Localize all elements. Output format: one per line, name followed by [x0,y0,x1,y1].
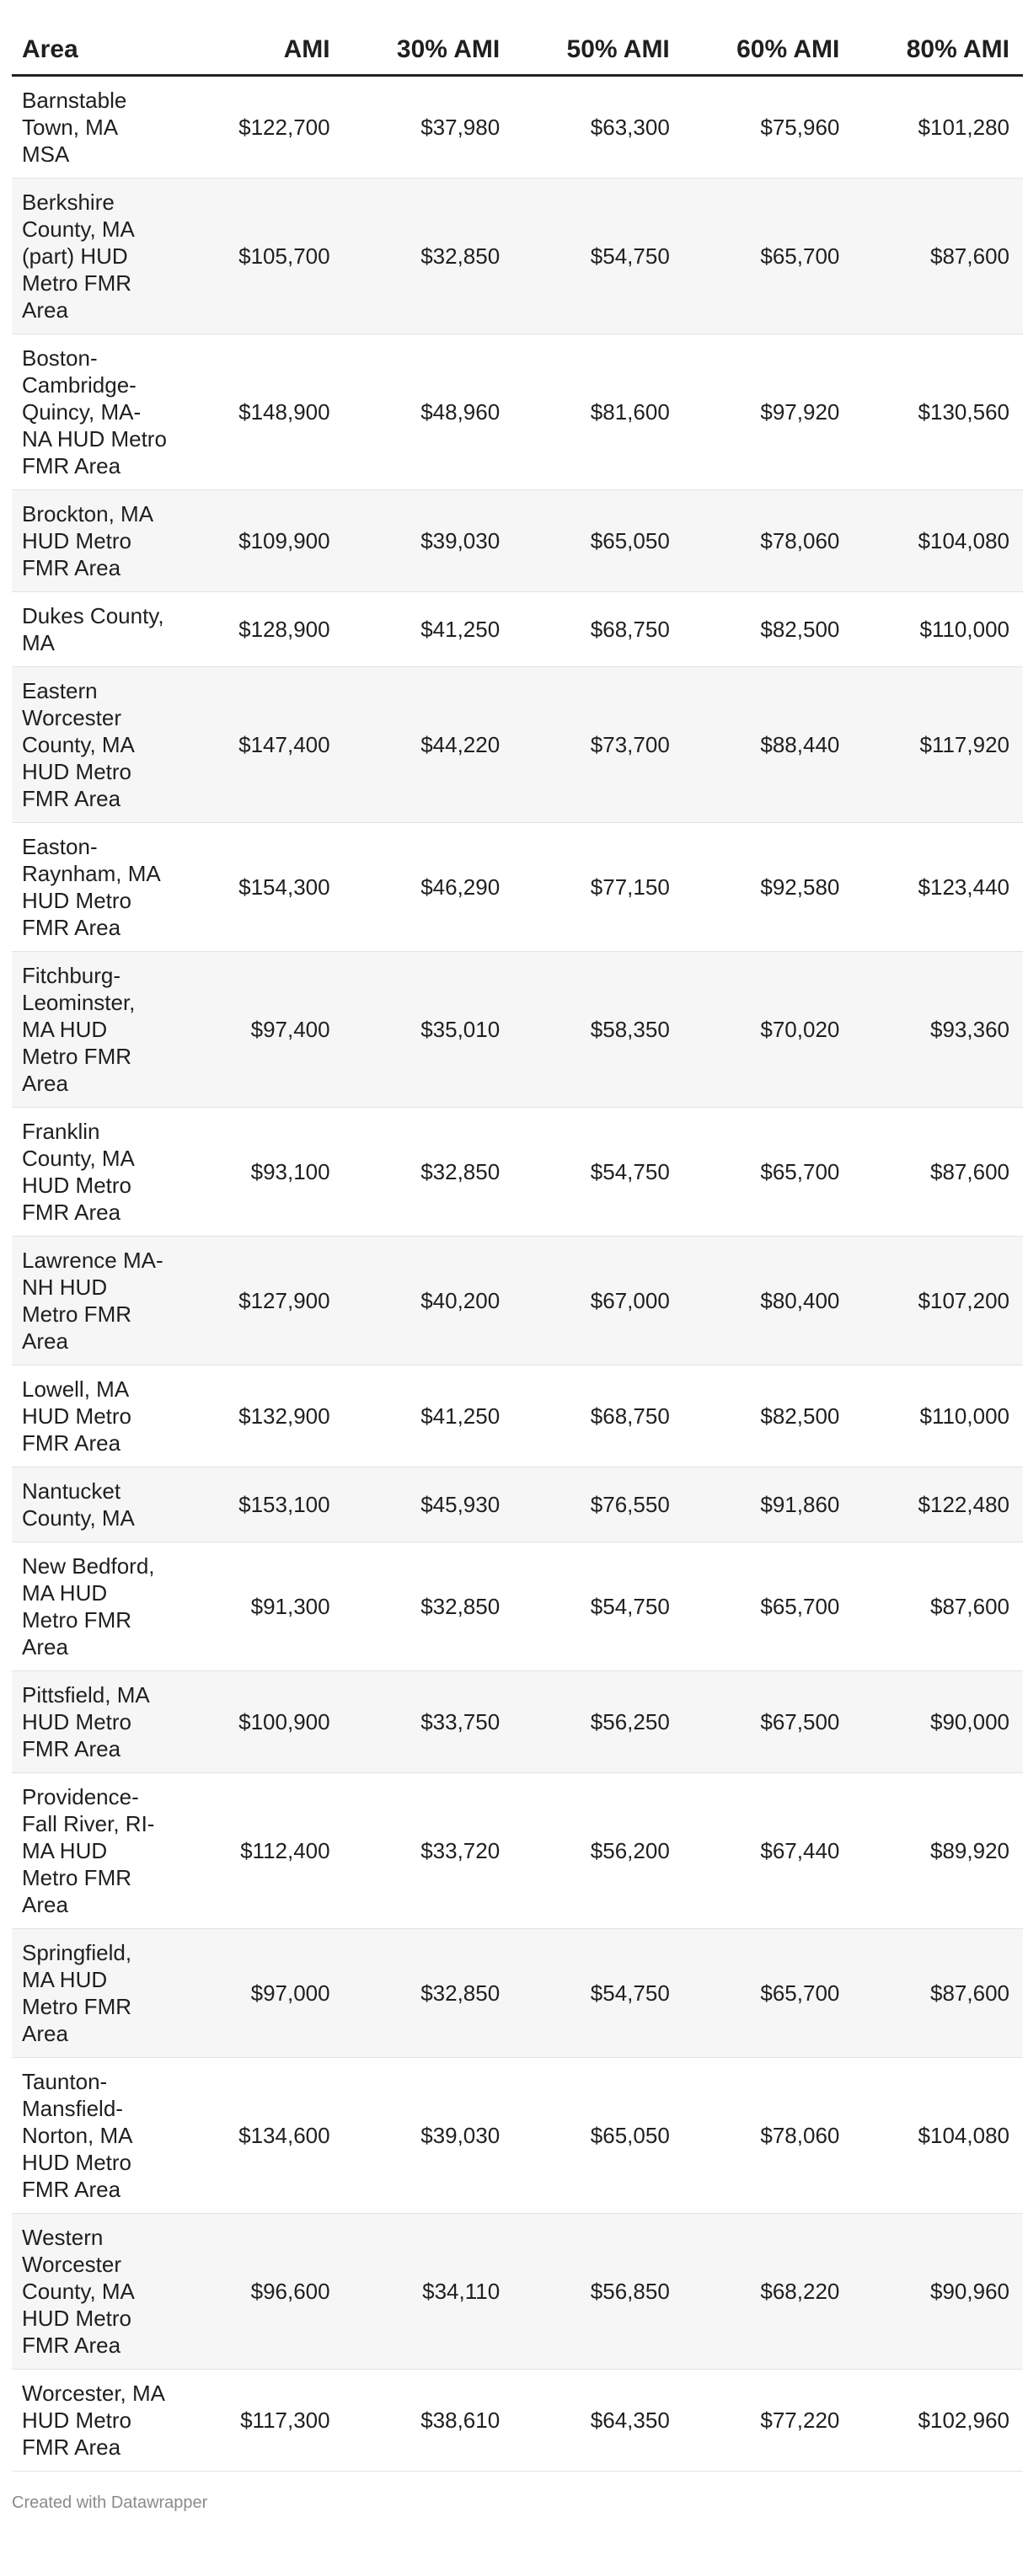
value-cell: $132,900 [174,1365,344,1467]
value-cell: $39,030 [344,2058,514,2214]
value-cell: $78,060 [683,2058,854,2214]
value-cell: $110,000 [853,1365,1023,1467]
value-cell: $48,960 [344,334,514,490]
area-cell: Nantucket County, MA [12,1467,174,1542]
area-cell: Lawrence MA-NH HUD Metro FMR Area [12,1237,174,1365]
value-cell: $37,980 [344,76,514,179]
value-cell: $97,920 [683,334,854,490]
value-cell: $117,300 [174,2370,344,2472]
value-cell: $58,350 [513,952,683,1108]
value-cell: $96,600 [174,2214,344,2370]
value-cell: $41,250 [344,592,514,667]
value-cell: $102,960 [853,2370,1023,2472]
value-cell: $39,030 [344,490,514,592]
value-cell: $78,060 [683,490,854,592]
value-cell: $87,600 [853,1929,1023,2058]
area-cell: Brockton, MA HUD Metro FMR Area [12,490,174,592]
value-cell: $32,850 [344,1108,514,1237]
value-cell: $89,920 [853,1773,1023,1929]
column-header-area: Area [12,22,174,76]
value-cell: $54,750 [513,179,683,334]
value-cell: $67,440 [683,1773,854,1929]
table-row [12,2058,1023,2214]
table-row [12,1467,1023,1542]
value-cell: $56,850 [513,2214,683,2370]
table-row [12,490,1023,592]
column-header-50-ami: 50% AMI [513,22,683,76]
value-cell: $92,580 [683,823,854,952]
area-cell: New Bedford, MA HUD Metro FMR Area [12,1542,174,1671]
value-cell: $64,350 [513,2370,683,2472]
value-cell: $127,900 [174,1237,344,1365]
area-cell: Dukes County, MA [12,592,174,667]
area-cell: Springfield, MA HUD Metro FMR Area [12,1929,174,2058]
value-cell: $54,750 [513,1929,683,2058]
value-cell: $153,100 [174,1467,344,1542]
area-cell: Worcester, MA HUD Metro FMR Area [12,2370,174,2472]
table-row [12,667,1023,823]
table-row [12,334,1023,490]
value-cell: $82,500 [683,1365,854,1467]
table-row [12,1671,1023,1773]
ami-table [12,22,1023,2472]
value-cell: $87,600 [853,1542,1023,1671]
area-cell: Easton-Raynham, MA HUD Metro FMR Area [12,823,174,952]
value-cell: $65,700 [683,1929,854,2058]
value-cell: $68,220 [683,2214,854,2370]
table-row [12,1108,1023,1237]
value-cell: $91,300 [174,1542,344,1671]
value-cell: $104,080 [853,2058,1023,2214]
value-cell: $32,850 [344,1542,514,1671]
table-row [12,1542,1023,1671]
area-cell: Eastern Worcester County, MA HUD Metro FMR Area [12,667,174,823]
value-cell: $104,080 [853,490,1023,592]
value-cell: $147,400 [174,667,344,823]
value-cell: $76,550 [513,1467,683,1542]
value-cell: $46,290 [344,823,514,952]
value-cell: $56,250 [513,1671,683,1773]
area-cell: Pittsfield, MA HUD Metro FMR Area [12,1671,174,1773]
value-cell: $70,020 [683,952,854,1108]
value-cell: $80,400 [683,1237,854,1365]
value-cell: $68,750 [513,1365,683,1467]
value-cell: $117,920 [853,667,1023,823]
value-cell: $67,000 [513,1237,683,1365]
table-header [12,22,1023,76]
area-cell: Taunton-Mansfield-Norton, MA HUD Metro FMR Area [12,2058,174,2214]
value-cell: $54,750 [513,1108,683,1237]
value-cell: $148,900 [174,334,344,490]
table-row [12,1365,1023,1467]
value-cell: $33,720 [344,1773,514,1929]
value-cell: $34,110 [344,2214,514,2370]
value-cell: $54,750 [513,1542,683,1671]
value-cell: $101,280 [853,76,1023,179]
area-cell: Franklin County, MA HUD Metro FMR Area [12,1108,174,1237]
value-cell: $68,750 [513,592,683,667]
value-cell: $123,440 [853,823,1023,952]
value-cell: $65,700 [683,1542,854,1671]
value-cell: $67,500 [683,1671,854,1773]
table-row [12,2370,1023,2472]
value-cell: $88,440 [683,667,854,823]
value-cell: $90,960 [853,2214,1023,2370]
datawrapper-credit: Created with Datawrapper [12,2493,208,2512]
table-row [12,2214,1023,2370]
table-row [12,179,1023,334]
column-header-60-ami: 60% AMI [683,22,854,76]
table-row [12,1929,1023,2058]
value-cell: $35,010 [344,952,514,1108]
value-cell: $32,850 [344,1929,514,2058]
value-cell: $65,700 [683,179,854,334]
table-row [12,592,1023,667]
value-cell: $105,700 [174,179,344,334]
value-cell: $107,200 [853,1237,1023,1365]
value-cell: $128,900 [174,592,344,667]
area-cell: Fitchburg-Leominster, MA HUD Metro FMR Area [12,952,174,1108]
value-cell: $75,960 [683,76,854,179]
value-cell: $73,700 [513,667,683,823]
value-cell: $77,150 [513,823,683,952]
value-cell: $122,480 [853,1467,1023,1542]
value-cell: $91,860 [683,1467,854,1542]
area-cell: Berkshire County, MA (part) HUD Metro FMR Area [12,179,174,334]
header-row [12,22,1023,76]
value-cell: $90,000 [853,1671,1023,1773]
table-row [12,1237,1023,1365]
area-cell: Providence-Fall River, RI-MA HUD Metro FMR Area [12,1773,174,1929]
value-cell: $100,900 [174,1671,344,1773]
value-cell: $87,600 [853,179,1023,334]
area-cell: Western Worcester County, MA HUD Metro FMR Area [12,2214,174,2370]
table-body [12,76,1023,2472]
value-cell: $109,900 [174,490,344,592]
table-row [12,952,1023,1108]
value-cell: $112,400 [174,1773,344,1929]
value-cell: $63,300 [513,76,683,179]
value-cell: $33,750 [344,1671,514,1773]
value-cell: $77,220 [683,2370,854,2472]
value-cell: $97,000 [174,1929,344,2058]
value-cell: $110,000 [853,592,1023,667]
column-header-ami: AMI [174,22,344,76]
value-cell: $38,610 [344,2370,514,2472]
area-cell: Barnstable Town, MA MSA [12,76,174,179]
value-cell: $65,050 [513,490,683,592]
value-cell: $65,050 [513,2058,683,2214]
area-cell: Lowell, MA HUD Metro FMR Area [12,1365,174,1467]
value-cell: $65,700 [683,1108,854,1237]
table-row [12,76,1023,179]
value-cell: $44,220 [344,667,514,823]
column-header-30-ami: 30% AMI [344,22,514,76]
value-cell: $154,300 [174,823,344,952]
value-cell: $122,700 [174,76,344,179]
value-cell: $97,400 [174,952,344,1108]
column-header-80-ami: 80% AMI [853,22,1023,76]
value-cell: $93,360 [853,952,1023,1108]
value-cell: $87,600 [853,1108,1023,1237]
value-cell: $41,250 [344,1365,514,1467]
value-cell: $45,930 [344,1467,514,1542]
value-cell: $134,600 [174,2058,344,2214]
value-cell: $56,200 [513,1773,683,1929]
area-cell: Boston-Cambridge-Quincy, MA-NA HUD Metro FMR Area [12,334,174,490]
value-cell: $40,200 [344,1237,514,1365]
table-row [12,823,1023,952]
value-cell: $93,100 [174,1108,344,1237]
value-cell: $130,560 [853,334,1023,490]
value-cell: $81,600 [513,334,683,490]
value-cell: $32,850 [344,179,514,334]
table-row [12,1773,1023,1929]
value-cell: $82,500 [683,592,854,667]
